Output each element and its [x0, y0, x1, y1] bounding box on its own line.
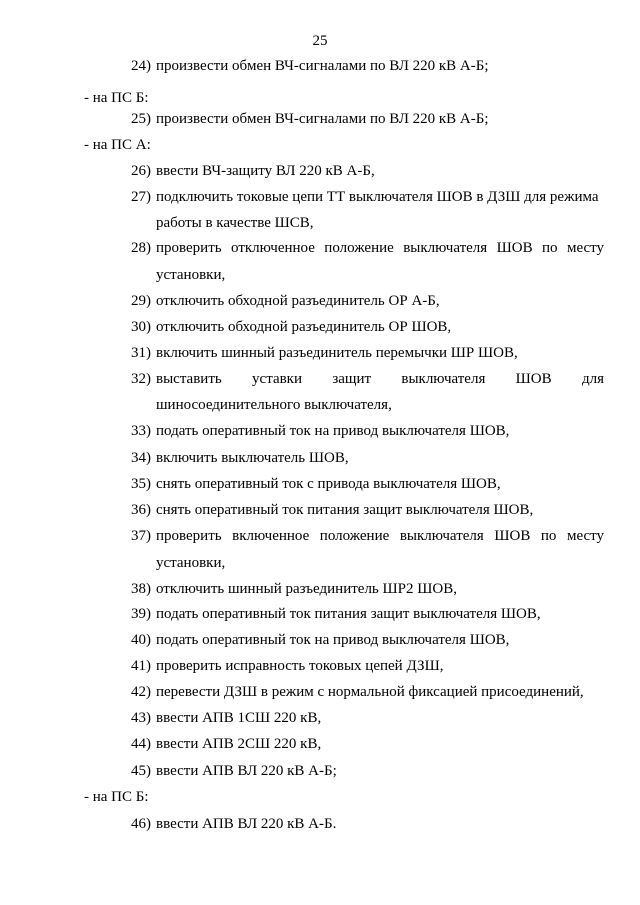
list-item-text: проверить включенное положение выключателя ШОВ по месту: [156, 528, 604, 544]
section-heading: - на ПС А:: [84, 137, 151, 153]
list-item-text: подать оперативный ток на привод выключателя ШОВ,: [156, 423, 510, 439]
list-item-text: выставить уставки защит выключателя ШОВ для: [156, 371, 604, 387]
list-item-number: 35): [131, 476, 151, 492]
list-item-text: снять оперативный ток с привода выключателя ШОВ,: [156, 476, 501, 492]
list-item-number: 24): [131, 58, 151, 74]
list-item-number: 26): [131, 163, 151, 179]
list-item-text: ввести АПВ 1СШ 220 кВ,: [156, 710, 322, 726]
list-item-number: 46): [131, 816, 151, 832]
list-item-text: произвести обмен ВЧ-сигналами по ВЛ 220 кВ А-Б;: [156, 58, 489, 74]
list-item-text: отключить шинный разъединитель ШР2 ШОВ,: [156, 581, 457, 597]
list-item-number: 37): [131, 528, 151, 544]
list-item-text: проверить исправность токовых цепей ДЗШ,: [156, 658, 444, 674]
list-item-number: 41): [131, 658, 151, 674]
list-item-text: ввести АПВ 2СШ 220 кВ,: [156, 736, 322, 752]
list-item-text: отключить обходной разъединитель ОР ШОВ,: [156, 319, 452, 335]
list-item-number: 25): [131, 111, 151, 127]
list-item-continuation: шиносоединительного выключателя,: [156, 397, 392, 413]
list-item-number: 36): [131, 502, 151, 518]
list-item-text: проверить отключенное положение выключателя ШОВ по месту: [156, 240, 604, 256]
list-item-number: 34): [131, 450, 151, 466]
list-item-text: ввести ВЧ-защиту ВЛ 220 кВ А-Б,: [156, 163, 375, 179]
list-item-number: 32): [131, 371, 151, 387]
list-item-text: подать оперативный ток на привод выключателя ШОВ,: [156, 632, 510, 648]
list-item-continuation: работы в качестве ШСВ,: [156, 215, 314, 231]
page-number: 25: [312, 33, 328, 49]
list-item-text: снять оперативный ток питания защит выключателя ШОВ,: [156, 502, 534, 518]
list-item-text: отключить обходной разъединитель ОР А-Б,: [156, 293, 440, 309]
list-item-text: ввести АПВ ВЛ 220 кВ А-Б.: [156, 816, 337, 832]
list-item-number: 29): [131, 293, 151, 309]
list-item-text: включить выключатель ШОВ,: [156, 450, 349, 466]
list-item-number: 33): [131, 423, 151, 439]
list-item-number: 28): [131, 240, 151, 256]
section-heading: - на ПС Б:: [84, 789, 149, 805]
list-item-text: включить шинный разъединитель перемычки ШР ШОВ,: [156, 345, 518, 361]
list-item-text: подать оперативный ток питания защит выключателя ШОВ,: [156, 606, 541, 622]
list-item-number: 38): [131, 581, 151, 597]
list-item-text: ввести АПВ ВЛ 220 кВ А-Б;: [156, 763, 337, 779]
list-item-text: произвести обмен ВЧ-сигналами по ВЛ 220 кВ А-Б;: [156, 111, 489, 127]
list-item-continuation: установки,: [156, 267, 226, 283]
list-item-number: 39): [131, 606, 151, 622]
list-item-number: 30): [131, 319, 151, 335]
section-heading: - на ПС Б:: [84, 90, 149, 106]
list-item-number: 43): [131, 710, 151, 726]
list-item-number: 44): [131, 736, 151, 752]
list-item-number: 27): [131, 189, 151, 205]
list-item-text: перевести ДЗШ в режим с нормальной фиксацией присоединений,: [156, 684, 584, 700]
list-item-continuation: установки,: [156, 555, 226, 571]
list-item-number: 45): [131, 763, 151, 779]
list-item-number: 31): [131, 345, 151, 361]
list-item-text: подключить токовые цепи ТТ выключателя ШОВ в ДЗШ для режима: [156, 189, 599, 205]
list-item-number: 42): [131, 684, 151, 700]
list-item-number: 40): [131, 632, 151, 648]
